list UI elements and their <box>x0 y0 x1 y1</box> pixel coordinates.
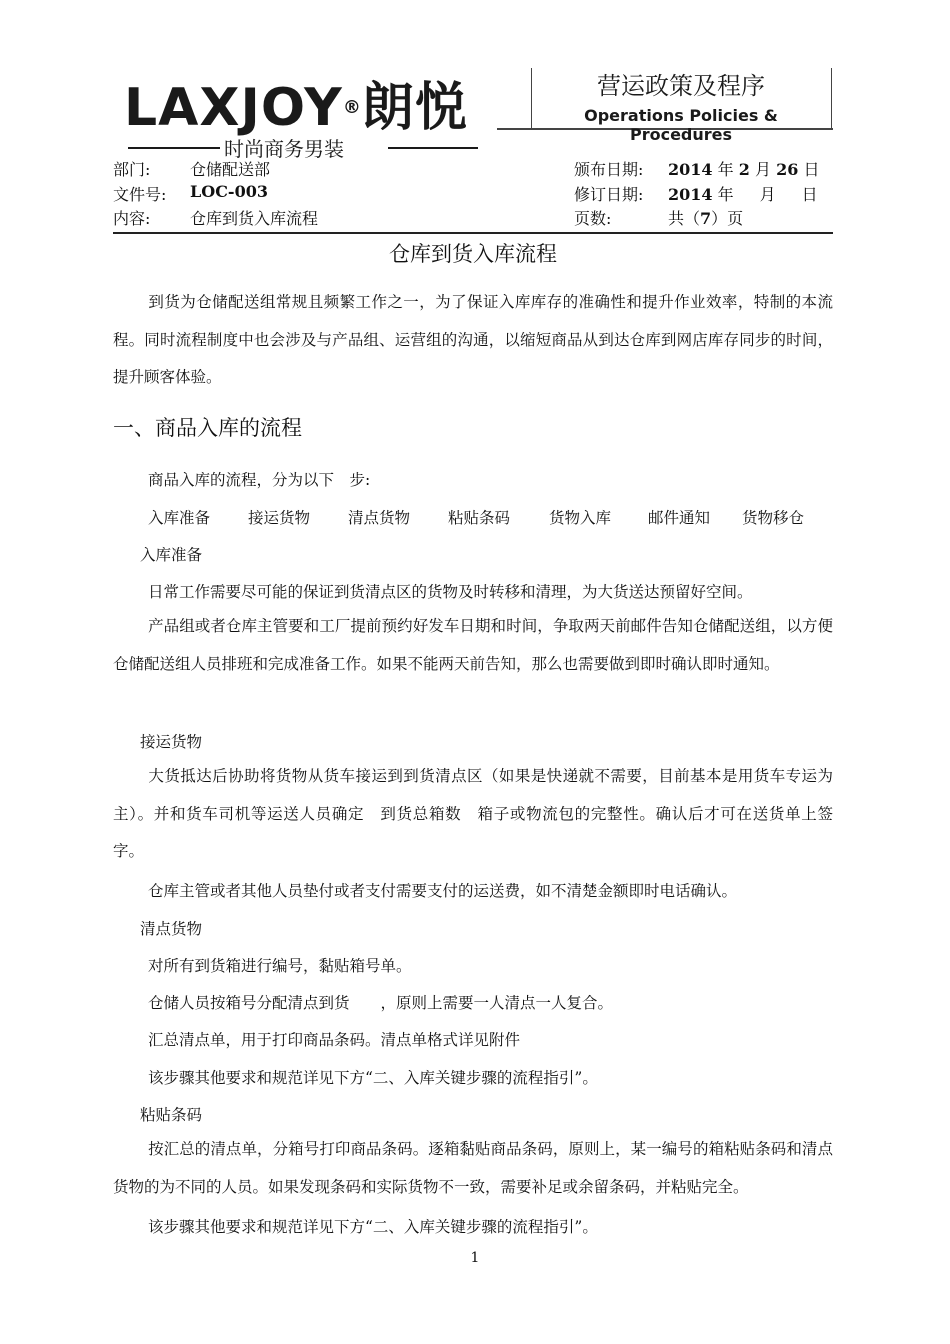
logo-line-right <box>388 147 478 149</box>
steps-intro: 商品入库的流程，分为以下 步: <box>148 471 371 489</box>
meta-issue-date: 2014 年 2 月 26 日 <box>668 160 820 179</box>
count-line-2: 仓储人员按箱号分配清点到货 ，原则上需要一人清点一人复合。 <box>148 994 614 1012</box>
step-item: 邮件通知 <box>648 509 711 527</box>
prep-paragraph-1: 日常工作需要尽可能的保证到货清点区的货物及时转移和清理，为大货送达预留好空间。 <box>148 583 753 601</box>
section-1-heading: 一、商品入库的流程 <box>113 416 302 440</box>
count-line-4: 该步骤其他要求和规范详见下方“二、入库关键步骤的流程指引”。 <box>148 1069 598 1087</box>
meta-docno-value: LOC-003 <box>190 182 268 201</box>
header-subtitle: Operations Policies & Procedures <box>584 106 778 144</box>
receive-paragraph-1: 大货抵达后协助将货物从货车接运到到货清点区（如果是快递就不需要，目前基本是用货车专运为主）。并和货车司机等运送人员确定 到货总箱数 箱子或物流包的完整性。确认后才可在送货单上签字。 <box>113 767 833 860</box>
intro-paragraph: 到货为仓储配送组常规且频繁工作之一，为了保证入库库存的准确性和提升作业效率，特制的本流程。同时流程制度中也会涉及与产品组、运营组的沟通，以缩短商品从到达仓库到网店库存同步的时间，提升顾客体验。 <box>113 293 833 386</box>
meta-content-value: 仓库到货入库流程 <box>190 209 319 228</box>
logo-brand: LAXJOY <box>124 78 343 138</box>
page-number: 1 <box>470 1250 480 1266</box>
step-item: 入库准备 <box>148 509 211 527</box>
meta-pages-value: 共（7）页 <box>668 209 744 228</box>
meta-content-label: 内容: <box>113 209 151 228</box>
logo-cn-name: 朗悦 <box>361 78 468 138</box>
subheading-prep: 入库准备 <box>140 546 203 564</box>
logo-tagline: 时尚商务男装 <box>224 137 344 161</box>
step-item: 接运货物 <box>248 509 311 527</box>
steps-list <box>148 506 868 528</box>
prep-paragraph-2: 产品组或者仓库主管要和工厂提前预约好发车日期和时间，争取两天前邮件告知仓储配送组，以方便仓储配送组人员排班和完成准备工作。如果不能两天前告知，那么也需要做到即时确认即时通知。 <box>113 617 833 673</box>
header-rule <box>113 232 833 234</box>
subheading-count: 清点货物 <box>140 920 203 938</box>
meta-docno-label: 文件号: <box>113 185 167 204</box>
logo-line-left <box>128 147 220 149</box>
step-item: 清点货物 <box>348 509 411 527</box>
meta-pages-label: 页数: <box>574 209 612 228</box>
meta-rev-date: 2014 年 月 日 <box>668 185 818 204</box>
receive-paragraph-2: 仓库主管或者其他人员垫付或者支付需要支付的运送费，如不清楚金额即时电话确认。 <box>148 882 738 900</box>
subheading-receive: 接运货物 <box>140 733 203 751</box>
step-item: 货物移仓 <box>742 509 805 527</box>
header-divider-right <box>831 68 832 130</box>
logo <box>124 78 468 138</box>
label-paragraph-1: 按汇总的清点单，分箱号打印商品条码。逐箱黏贴商品条码，原则上，某一编号的箱粘贴条码和清点货物的为不同的人员。如果发现条码和实际货物不一致，需要补足或余留条码，并粘贴完全。 <box>113 1140 833 1196</box>
logo-registered-mark: ® <box>342 97 362 118</box>
header-title: 营运政策及程序 <box>597 72 765 100</box>
document-title: 仓库到货入库流程 <box>389 242 557 266</box>
step-item: 货物入库 <box>549 509 612 527</box>
label-line-2: 该步骤其他要求和规范详见下方“二、入库关键步骤的流程指引”。 <box>148 1218 598 1236</box>
count-line-3: 汇总清点单，用于打印商品条码。清点单格式详见附件 <box>148 1031 521 1049</box>
meta-rev-label: 修订日期: <box>574 185 644 204</box>
count-line-1: 对所有到货箱进行编号，黏贴箱号单。 <box>148 957 412 975</box>
meta-dept-label: 部门: <box>113 160 151 179</box>
subheading-label: 粘贴条码 <box>140 1106 203 1124</box>
step-item: 粘贴条码 <box>448 509 511 527</box>
meta-dept-value: 仓储配送部 <box>190 160 271 179</box>
meta-issue-label: 颁布日期: <box>574 160 644 179</box>
